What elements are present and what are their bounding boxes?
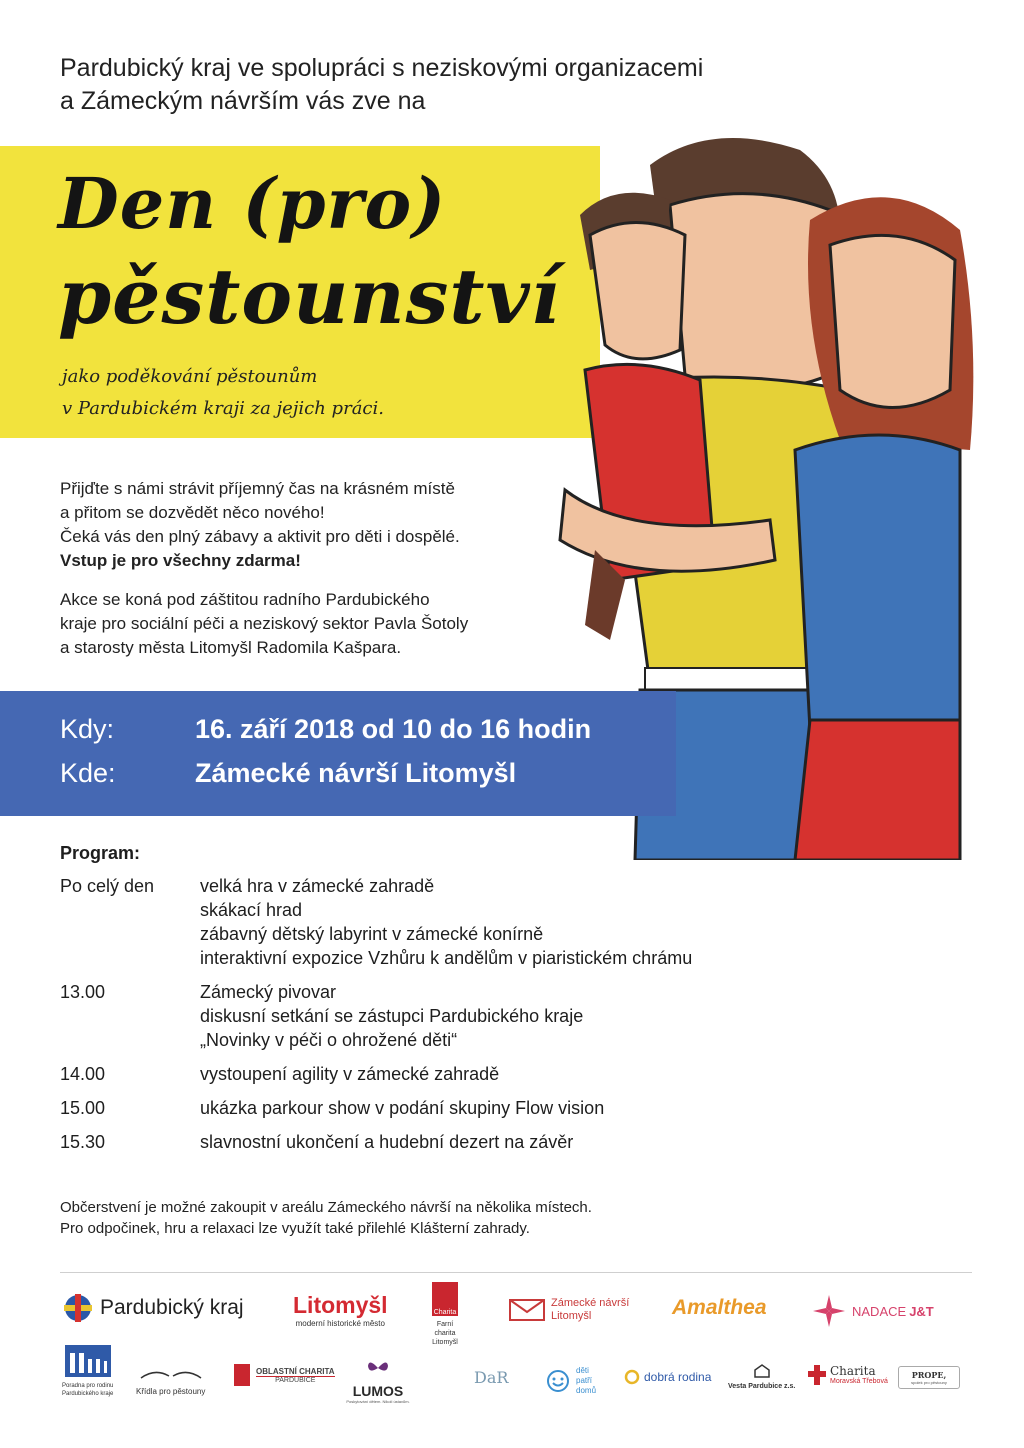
wings-icon [139,1368,203,1382]
free-entry-note: Vstup je pro všechny zdarma! [60,551,301,570]
program-time: 14.00 [60,1064,106,1084]
mother-face [830,235,955,407]
program-row [60,1130,820,1154]
logo-deti-patri-domu [546,1366,596,1396]
program-item: ukázka parkour show v podání skupiny Flow vision [200,1098,605,1118]
invitation-line: Čeká vás den plný zábavy a aktivit pro děti i dospělé. [60,527,460,546]
prope-tagline: spolek pro pěstouny [911,1380,947,1385]
vesta-label: Vesta Pardubice z.s. [728,1383,796,1390]
nadace-jt-label: J&T [909,1303,934,1319]
pardubicky-kraj-emblem-icon [64,1294,92,1322]
logo-dar: DaR [474,1368,509,1387]
cross-icon [808,1365,826,1385]
oblastni-charita-emblem-icon [234,1364,250,1386]
logo-oblastni-charita [234,1364,335,1386]
farni-charita-line: Litomyšl [432,1339,458,1346]
deti-line: děti [576,1366,589,1375]
program-time: 15.00 [60,1098,106,1118]
program-time: Po celý den [60,876,155,896]
invitation-line: Přijďte s námi strávit příjemný čas na krásném místě [60,479,455,498]
logo-charita-moravska-trebova [808,1364,888,1385]
logo-litomysl [293,1292,388,1328]
prope-label: PROPE, [911,1370,947,1380]
program-item: skákací hrad [200,900,303,920]
poradna-line: Pardubického kraje [62,1391,114,1397]
kridla-label: Křídla pro pěstouny [136,1387,206,1396]
nadace-label: NADACE [852,1303,907,1319]
logo-nadace-jt [812,1294,934,1328]
zamecke-navrsi-line: Litomyšl [551,1310,592,1322]
poradna-line: Poradna pro rodinu [62,1383,114,1389]
program-item: zábavný dětský labyrint v zámecké konírně [200,924,544,944]
logo-zamecke-navrsi [509,1297,629,1323]
when-value: 16. září 2018 od 10 do 16 hodin [195,714,592,744]
ring-icon [624,1369,640,1385]
litomysl-tagline: moderní historické město [295,1319,385,1328]
program-row [60,874,820,970]
patronage-paragraph [60,588,468,660]
farni-charita-line: Farní [436,1321,454,1328]
oblastni-charita-label: OBLASTNÍ CHARITA [256,1366,335,1376]
logo-poradna [62,1345,113,1398]
smile-icon [546,1369,570,1393]
oblastni-charita-city: PARDUBICE [256,1376,335,1384]
charita-mt-city: Moravská Třebová [830,1378,888,1385]
child-face [590,223,685,359]
logo-farni-charita [430,1282,460,1347]
charita-emblem-label: Charita [433,1309,457,1316]
logo-lumos [342,1358,414,1404]
intro-line-2: a Zámeckým návrším vás zve na [60,87,426,115]
farni-charita-line: charita [434,1330,456,1337]
deti-line: patří [576,1376,593,1385]
program-row [60,1062,820,1086]
program-item: slavnostní ukončení a hudební dezert na závěr [200,1132,574,1152]
invitation-line: a přitom se dozvědět něco nového! [60,503,325,522]
note-line-2: Pro odpočinek, hru a relaxaci lze využít také přilehlé Klášterní zahrady. [60,1220,530,1237]
charita-mt-label: Charita [830,1364,876,1378]
program-item: vystoupení agility v zámecké zahradě [200,1064,500,1084]
logos-divider [60,1272,972,1273]
program-item: diskusní setkání se zástupci Pardubického kraje [200,1006,584,1026]
subtitle-line-1: jako poděkování pěstounům [62,366,318,387]
program-time: 15.30 [60,1132,106,1152]
refreshment-note [60,1197,592,1239]
title-line-1: Den (pro) [58,162,447,245]
program-time: 13.00 [60,982,106,1002]
program-item: „Novinky v péči o ohrožené děti“ [200,1030,458,1050]
family-figures-icon [65,1345,111,1377]
dobra-rodina-label: dobrá rodina [644,1370,712,1384]
logo-dobra-rodina [624,1369,711,1385]
zamecke-navrsi-line: Zámecké návrší [551,1297,630,1309]
logo-vesta [728,1364,795,1390]
program-row [60,1096,820,1120]
note-line-1: Občerstvení je možné zakoupit v areálu Zámeckého návrší na několika místech. [60,1199,592,1216]
litomysl-label: Litomyšl [293,1292,388,1318]
where-value: Zámecké návrší Litomyšl [195,758,517,788]
mother-trousers [795,720,960,860]
event-info-band [0,691,676,816]
envelope-icon [509,1299,545,1321]
program-item: velká hra v zámecké zahradě [200,876,435,896]
when-label: Kdy: [60,714,115,744]
charita-emblem-icon [432,1282,458,1316]
logo-amalthea: Amalthea [672,1296,767,1319]
title-line-2: pěstounství [58,252,561,341]
lumos-label: LUMOS [352,1383,404,1399]
butterfly-icon [367,1358,389,1378]
where-label: Kde: [60,758,116,788]
invitation-paragraph [60,477,460,573]
logo-pardubicky-kraj [64,1294,244,1322]
flower-icon [812,1294,846,1328]
mother-top [795,435,960,730]
intro-line-1: Pardubický kraj ve spolupráci s neziskovými organizacemi [60,54,704,82]
program-list [60,874,820,1164]
deti-line: domů [576,1386,597,1395]
program-item: Zámecký pivovar [200,982,337,1002]
subtitle-line-2: v Pardubickém kraji za jejich práci. [62,398,384,419]
pardubicky-kraj-label: Pardubický kraj [100,1296,244,1319]
logo-prope [898,1366,960,1389]
program-item: interaktivní expozice Vzhůru k andělům v piaristickém chrámu [200,948,693,968]
program-title: Program: [60,843,141,863]
patronage-line: a starosty města Litomyšl Radomila Kašpara. [60,638,402,657]
program-row [60,980,820,1052]
intro-text [60,52,703,118]
patronage-line: kraje pro sociální péči a neziskový sektor Pavla Šotoly [60,614,469,633]
house-icon [754,1364,770,1378]
logo-kridla [136,1368,205,1396]
patronage-line: Akce se koná pod záštitou radního Pardubického [60,590,430,609]
lumos-tagline: Poskytování dětem. Nikoli ústavům. [346,1399,410,1404]
